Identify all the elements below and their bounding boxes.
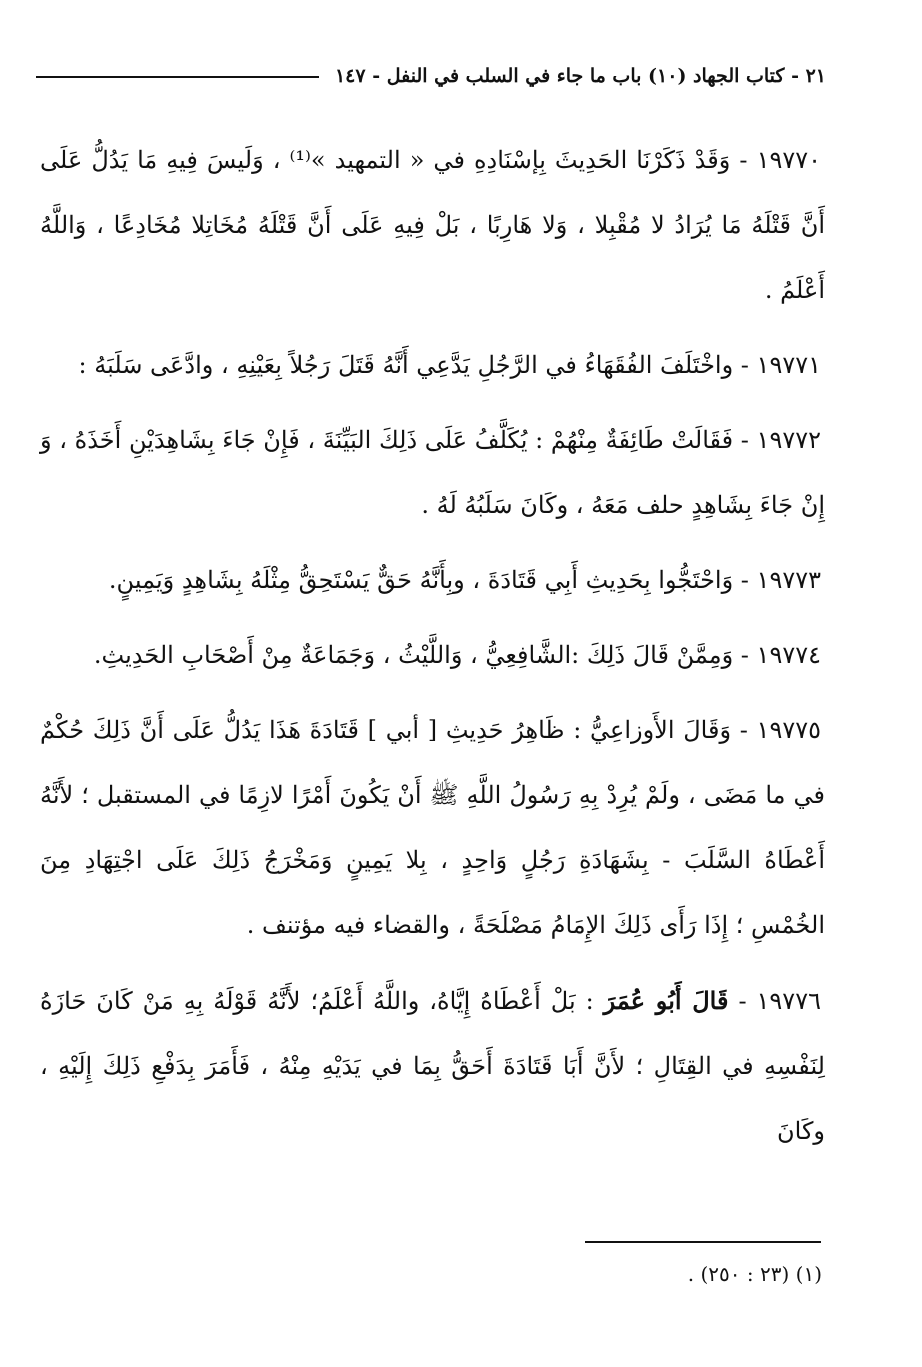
footnote: (١) (٢٣ : ٢٥٠) . <box>687 1262 822 1286</box>
paragraph-19770: ١٩٧٧٠ - وَقَدْ ذَكَرْنَا الحَدِيثَ بِإسْنَادِهِ في « التمهيد »⁽¹⁾ ، وَلَيسَ فِيهِ مَا يَدُلُّ عَلَى أَنَّ قَتْلَهُ مَا يُرَادُ لا مُقْبِلا ، وَلا هَارِبًا ، بَلْ فِيهِ عَلَى أَنَّ قَتْلَهُ مُخَاتِلا مُخَادِعًا ، وَاللَّهُ أَعْلَمُ . <box>40 146 825 304</box>
running-head <box>36 58 826 94</box>
footnote-rule <box>585 1241 821 1243</box>
paragraph-19771: ١٩٧٧١ - واخْتَلَفَ الفُقَهَاءُ في الرَّجُلِ يَدَّعِي أَنَّهُ قَتَلَ رَجُلاً بِعَيْنِهِ ، وادَّعَى سَلَبَهُ : <box>78 351 821 379</box>
speaker-name: قَالَ أَبُو عُمَرَ <box>603 986 729 1015</box>
paragraph-body: : بَلْ أَعْطَاهُ إِيَّاهُ، واللَّهُ أَعْلَمُ؛ لأَنَّهُ قَوْلَهُ بِهِ مَنْ كَانَ حَازَهُ لِنَفْسِهِ في القِتَالِ ؛ لأَنَّ أَبَا قَتَادَةَ أَحَقُّ بِمَا في يَدَيْهِ مِنْهُ ، فَأَمَرَ بِدَفْعِ ذَلِكَ إِلَيْهِ ، وكَانَ <box>40 987 825 1145</box>
running-head-text: ٢١ - كتاب الجهاد (١٠) باب ما جاء في السلب في النفل - ١٤٧ <box>334 65 826 87</box>
main-text <box>40 128 825 1174</box>
paragraph-number: ١٩٧٧٦ - <box>738 987 821 1015</box>
paragraph-19774: ١٩٧٧٤ - وَمِمَّنْ قَالَ ذَلِكَ :الشَّافِعِيُّ ، وَاللَّيْثُ ، وَجَمَاعَةٌ مِنْ أَصْحَابِ الحَدِيثِ. <box>93 641 821 669</box>
paragraph-19772: ١٩٧٧٢ - فَقَالَتْ طَائِفَةٌ مِنْهُمْ : يُكَلَّفُ عَلَى ذَلِكَ البَيِّنَةَ ، فَإِنْ جَاءَ بِشَاهِدَيْنِ أَخَذَهُ ، وَ إِنْ جَاءَ بِشَاهِدٍ حلف مَعَهُ ، وكَانَ سَلَبُهُ لَهُ . <box>40 426 825 519</box>
header-rule <box>36 76 319 78</box>
paragraph-19775: ١٩٧٧٥ - وَقَالَ الأَوزاعِيُّ : ظَاهِرُ حَدِيثِ [ أبي ] قَتَادَةَ هَذَا يَدُلُّ عَلَى أَنَّ ذَلِكَ حُكْمٌ في ما مَضَى ، ولَمْ يُرِدْ بِهِ رَسُولُ اللَّهِ ﷺ أَنْ يَكُونَ أَمْرًا لازِمًا في المستقبل ؛ لأَنَّهُ أَعْطَاهُ السَّلَبَ - بِشَهَادَةِ رَجُلٍ وَاحِدٍ ، بِلا يَمِينٍ وَمَخْرَجُ ذَلِكَ عَلَى اجْتِهَادِ مِنَ الخُمْسِ ؛ إِذَا رَأَى ذَلِكَ الإِمَامُ مَصْلَحَةً ، والقضاء فيه مؤتنف . <box>40 716 826 939</box>
paragraph-19776 <box>40 968 825 1164</box>
paragraph-19773: ١٩٧٧٣ - وَاحْتَجُّوا بِحَدِيثِ أَبِي قَتَادَةَ ، وبِأَنَّهُ حَقٌّ يَسْتَحِقُّ مِثْلَهُ بِشَاهِدٍ وَيَمِينٍ. <box>108 566 821 594</box>
